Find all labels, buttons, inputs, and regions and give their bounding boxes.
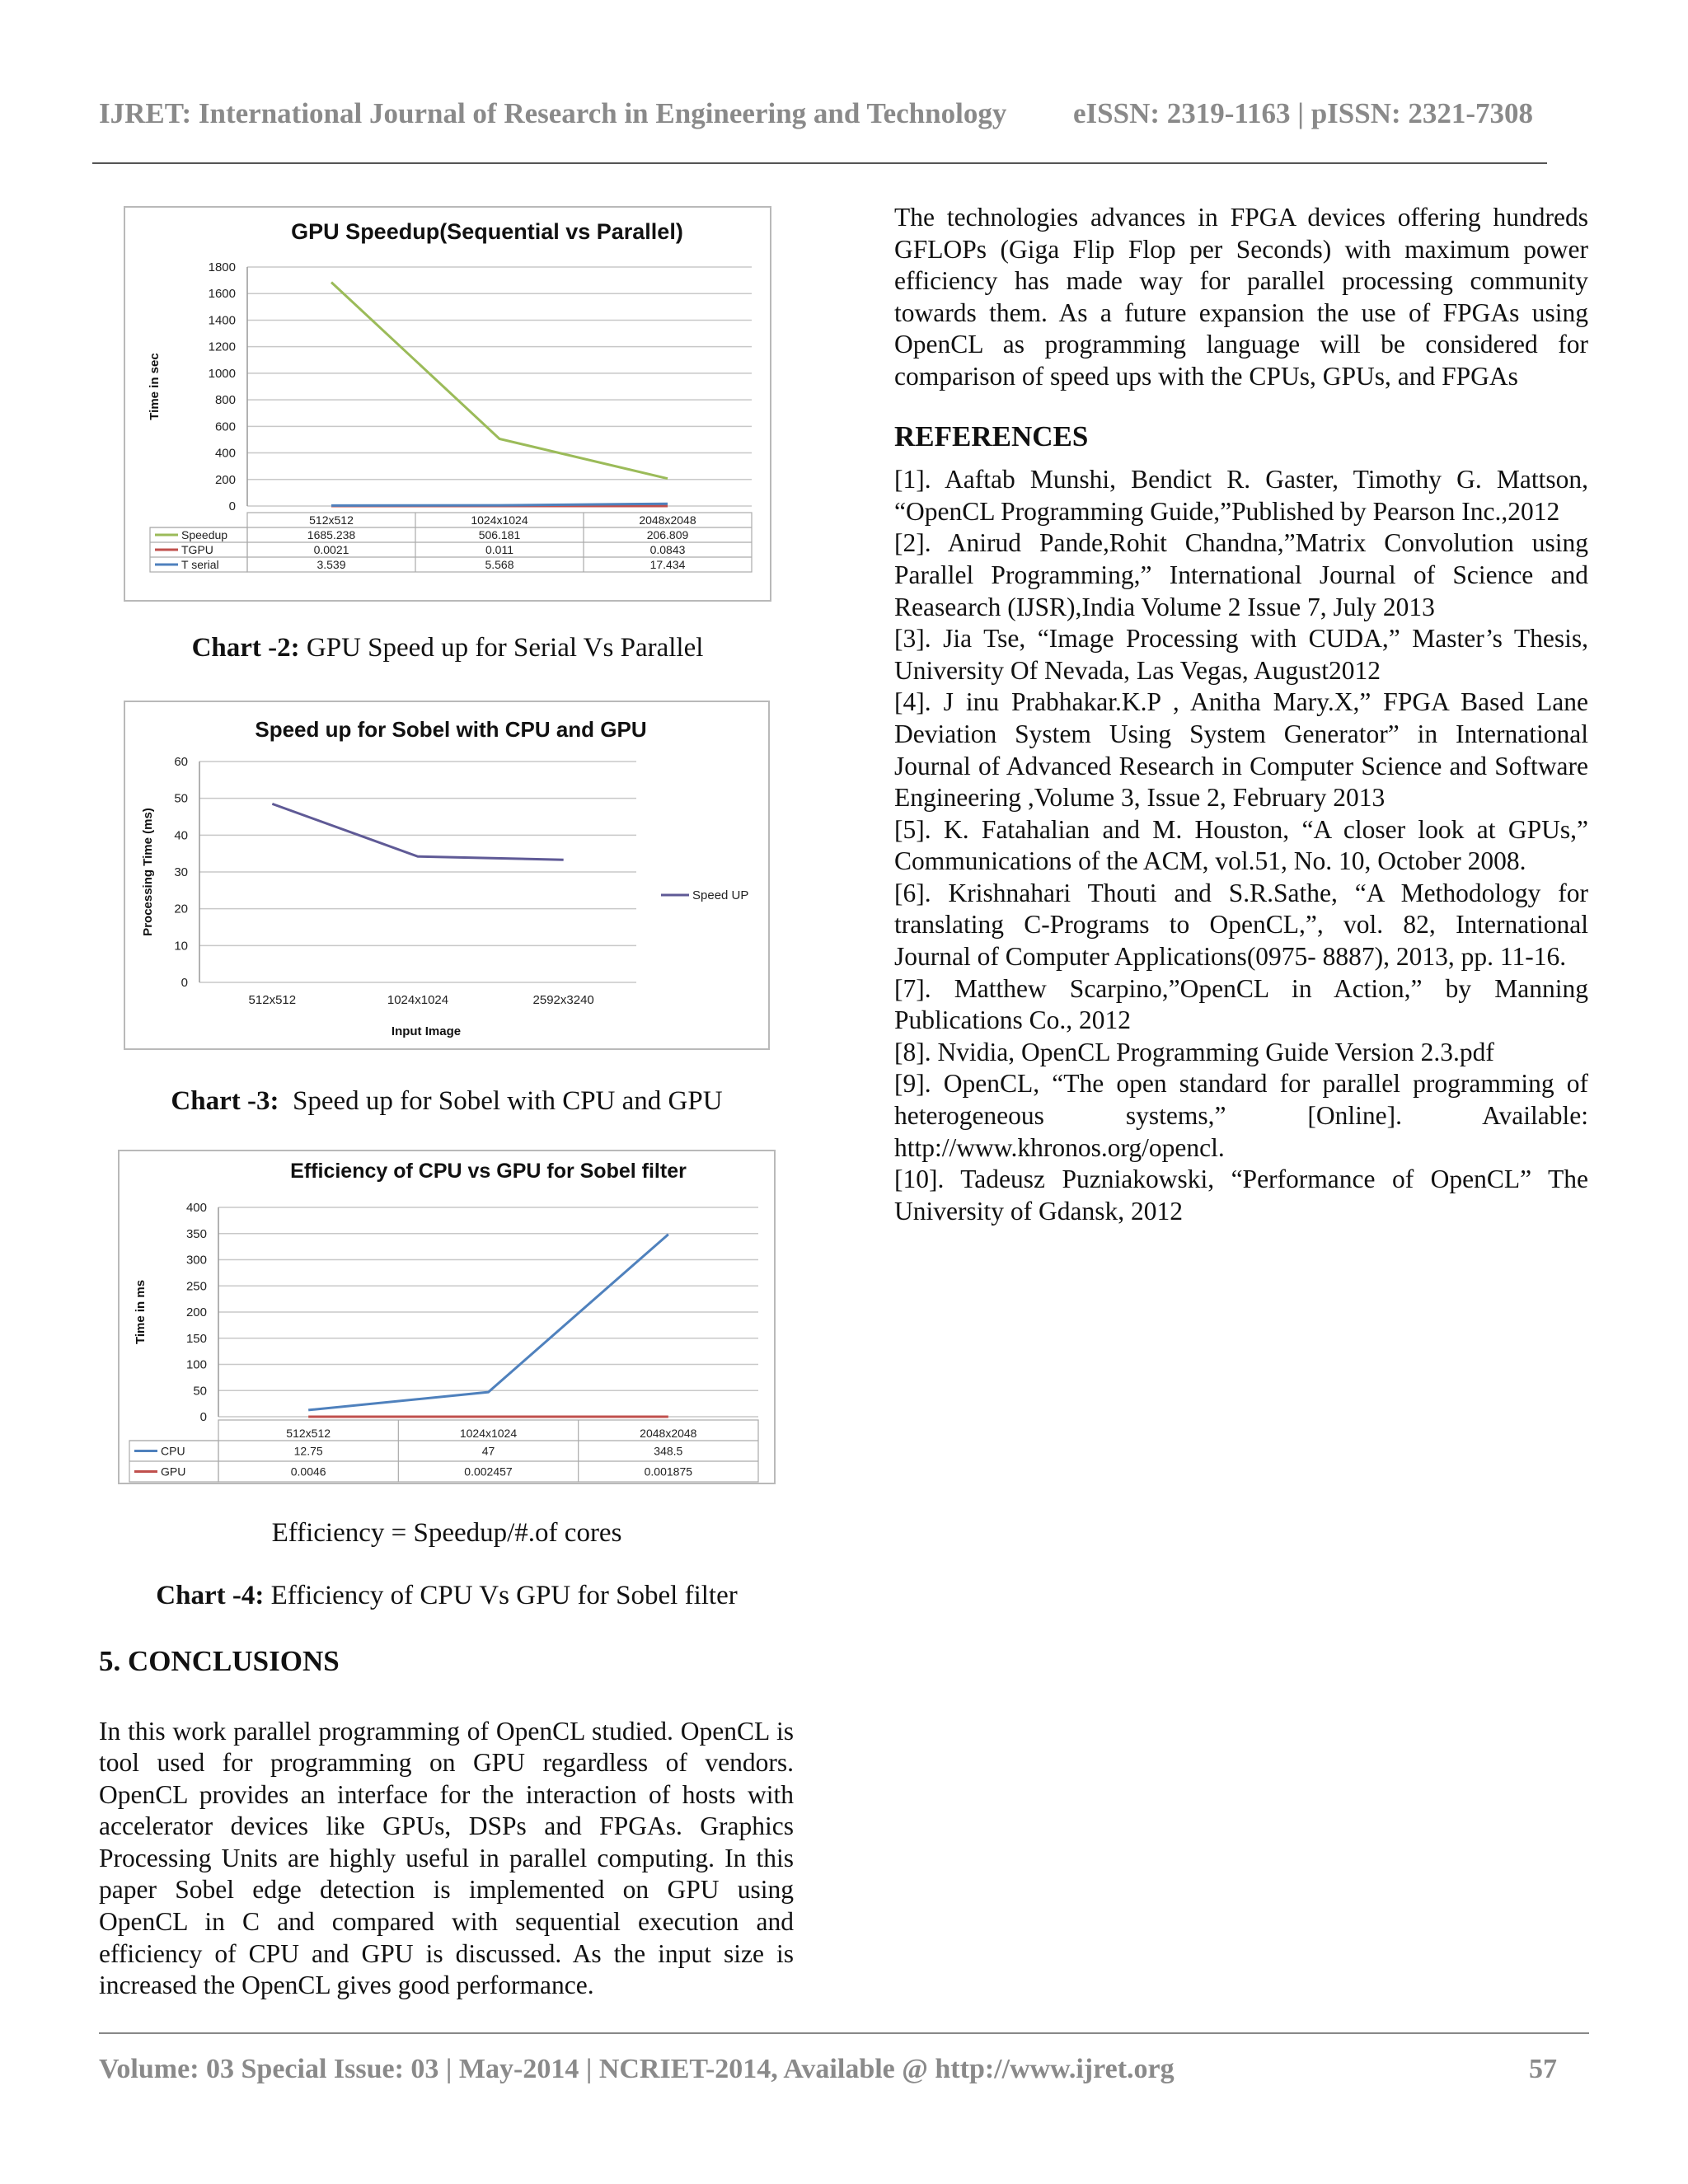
conclusions-heading: 5. CONCLUSIONS [99,1645,340,1677]
x-tick-label: 1024x1024 [471,513,528,527]
data-label: 5.568 [485,558,514,571]
chart-2-caption-label: Chart -2: [191,633,300,663]
y-axis-label: Time in ms [134,1279,148,1345]
chart-title: Efficiency of CPU vs GPU for Sobel filter [290,1160,687,1183]
reference-item: [9]. OpenCL, “The open standard for parallel programming of heterogeneous systems,” [Online]. Available: http://www.khronos.org/opencl. [894,1069,1588,1162]
footer-rule [99,2032,1589,2034]
y-tick-label: 1600 [208,287,236,302]
chart-3-caption-label: Chart -3: [171,1086,279,1116]
data-label: 0.0843 [649,543,686,556]
data-label: 348.5 [654,1444,683,1458]
y-tick-label: 50 [193,1384,207,1399]
y-tick-label: 0 [228,499,236,513]
y-tick-label: 60 [174,755,188,769]
conclusions-paragraph: In this work parallel programming of OpenCL studied. OpenCL is tool used for programming on GPU regardless of vendors. OpenCL provides an interface for the interaction of hosts with accelerator devices like GPUs, DSPs and FPGAs. Graphics Processing Units are highly useful in parallel computing. In this paper Sobel edge detection is implemented on GPU using OpenCL in C and compared with sequential execution and efficiency of CPU and GPU is discussed. As the input size is increased the OpenCL gives good performance. [99,1716,794,2000]
reference-item: [1]. Aaftab Munshi, Bendict R. Gaster, Timothy G. Mattson, “OpenCL Programming Guide,”Published by Pearson Inc.,2012 [894,465,1588,526]
reference-item: [10]. Tadeusz Puzniakowski, “Performance of OpenCL” The University of Gdansk, 2012 [894,1165,1588,1226]
data-label: 17.434 [649,558,686,571]
y-tick-label: 1200 [208,340,236,354]
issn-numbers: eISSN: 2319-1163 | pISSN: 2321-7308 [1073,97,1534,129]
data-label: 0.0021 [313,543,349,556]
data-label: 506.181 [478,528,521,541]
y-tick-label: 200 [185,1305,207,1319]
chart-gpu-speedup-svg [125,208,770,600]
data-label: 47 [481,1444,495,1458]
data-label: 12.75 [293,1444,323,1458]
x-tick-label: 1024x1024 [459,1427,518,1440]
data-label: 0.0046 [290,1465,326,1479]
reference-item: [3]. Jia Tse, “Image Processing with CUDA,” Master’s Thesis, University Of Nevada, Las Vegas, August2012 [894,624,1588,685]
chart-title: GPU Speedup(Sequential vs Parallel) [291,219,683,244]
references-list [894,464,1588,1227]
data-label: 206.809 [646,528,689,541]
series-line-speedup [331,282,668,478]
y-tick-label: 300 [185,1253,207,1268]
x-tick-label: 512x512 [248,993,297,1007]
legend-label: TGPU [181,543,213,556]
efficiency-formula: Efficiency = Speedup/#.of cores [271,1518,622,1548]
y-tick-label: 1000 [208,366,236,381]
chart-sobel-speedup [124,701,770,1050]
y-tick-label: 1400 [208,313,236,328]
legend-label: Speed UP [692,888,749,902]
reference-item: [5]. K. Fatahalian and M. Houston, “A closer look at GPUs,” Communications of the ACM, vol.51, No. 10, October 2008. [894,814,1588,876]
y-tick-label: 30 [174,865,188,879]
reference-item: [6]. Krishnahari Thouti and S.R.Sathe, “A Methodology for translating C-Programs to OpenCL,”, vol. 82, International Journal of Computer Applications(0975- 8887), 2013, pp. 11-16. [894,878,1588,972]
chart-gpu-speedup [124,206,771,602]
reference-item: [2]. Anirud Pande,Rohit Chandna,”Matrix Convolution using Parallel Programming,” International Journal of Science and Reasearch (IJSR),India Volume 2 Issue 7, July 2013 [894,528,1588,621]
data-label: 1685.238 [307,528,356,541]
legend-label: CPU [161,1444,185,1458]
y-tick-label: 40 [174,828,188,843]
chart-title: Speed up for Sobel with CPU and GPU [255,717,647,742]
x-tick-label: 512x512 [286,1427,331,1440]
page-number: 57 [1529,2054,1557,2084]
y-tick-label: 400 [214,446,236,461]
x-tick-label: 2592x3240 [532,993,594,1007]
y-tick-label: 600 [214,419,236,434]
x-tick-label: 1024x1024 [387,993,449,1007]
legend-label: T serial [181,558,219,571]
series-line-t-serial [331,504,668,505]
data-label: 0.002457 [464,1465,513,1479]
reference-item: [4]. J inu Prabhakar.K.P , Anitha Mary.X,” FPGA Based Lane Deviation System Using System Generator” in International Journal of Advanced Research in Computer Science and Software Engineering ,Volume 3, Issue 2, February 2013 [894,687,1588,813]
conclusions-body [99,1690,794,2027]
y-tick-label: 0 [199,1410,207,1424]
chart-2-caption [124,633,771,663]
right-column [894,202,1588,1227]
x-axis-label: Input Image [391,1024,462,1038]
y-tick-label: 20 [174,902,188,916]
running-header [99,97,1550,130]
x-tick-label: 512x512 [309,513,354,527]
header-rule [92,162,1547,164]
legend-label: GPU [161,1465,186,1479]
chart-4-caption [118,1581,776,1611]
chart-3-caption [124,1086,770,1117]
data-label: 3.539 [316,558,346,571]
y-tick-label: 150 [185,1331,207,1346]
chart-3-caption-text: Speed up for Sobel with CPU and GPU [279,1086,723,1116]
y-tick-label: 100 [185,1357,207,1372]
y-tick-label: 250 [185,1279,207,1294]
chart-sobel-efficiency-svg [120,1151,774,1483]
chart-sobel-efficiency [118,1150,776,1484]
chart-4-caption-text: Efficiency of CPU Vs GPU for Sobel filter [264,1581,738,1610]
x-tick-label: 2048x2048 [640,1427,697,1440]
x-tick-label: 2048x2048 [639,513,696,527]
y-tick-label: 200 [214,472,236,487]
y-axis-label: Time in sec [148,353,162,420]
chart-2-caption-text: GPU Speed up for Serial Vs Parallel [299,633,704,663]
chart-4-caption-label: Chart -4: [156,1581,265,1610]
y-tick-label: 350 [185,1226,207,1241]
data-label: 0.011 [485,543,513,556]
y-tick-label: 0 [181,976,188,990]
series-line-speed-up [272,804,563,860]
y-tick-label: 10 [174,939,188,954]
y-tick-label: 50 [174,791,188,806]
y-tick-label: 1800 [208,260,236,274]
chart-sobel-speedup-svg [125,702,768,1048]
data-label: 0.001875 [644,1465,693,1479]
future-work-paragraph: The technologies advances in FPGA devices offering hundreds GFLOPs (Giga Flip Flop per Seconds) with maximum power efficiency has made way for parallel processing community towards them. As a future expansion the use of FPGAs using OpenCL as programming language will be considered for comparison of speed ups with the CPUs, GPUs, and FPGAs [894,203,1588,391]
reference-item: [7]. Matthew Scarpino,”OpenCL in Action,” by Manning Publications Co., 2012 [894,973,1588,1035]
journal-name: IJRET: International Journal of Research in Engineering and Technology [99,97,1007,129]
legend-label: Speedup [181,528,228,541]
reference-item: [8]. Nvidia, OpenCL Programming Guide Version 2.3.pdf [894,1037,1494,1066]
page-footer [99,2054,1562,2085]
y-axis-label: Processing Time (ms) [141,808,155,936]
y-tick-label: 400 [185,1201,207,1215]
y-tick-label: 800 [214,393,236,408]
references-heading: REFERENCES [894,419,1089,452]
series-line-cpu [308,1235,668,1410]
footer-text: Volume: 03 Special Issue: 03 | May-2014 | NCRIET-2014, Available @ http://www.ijret.org [99,2054,1175,2084]
